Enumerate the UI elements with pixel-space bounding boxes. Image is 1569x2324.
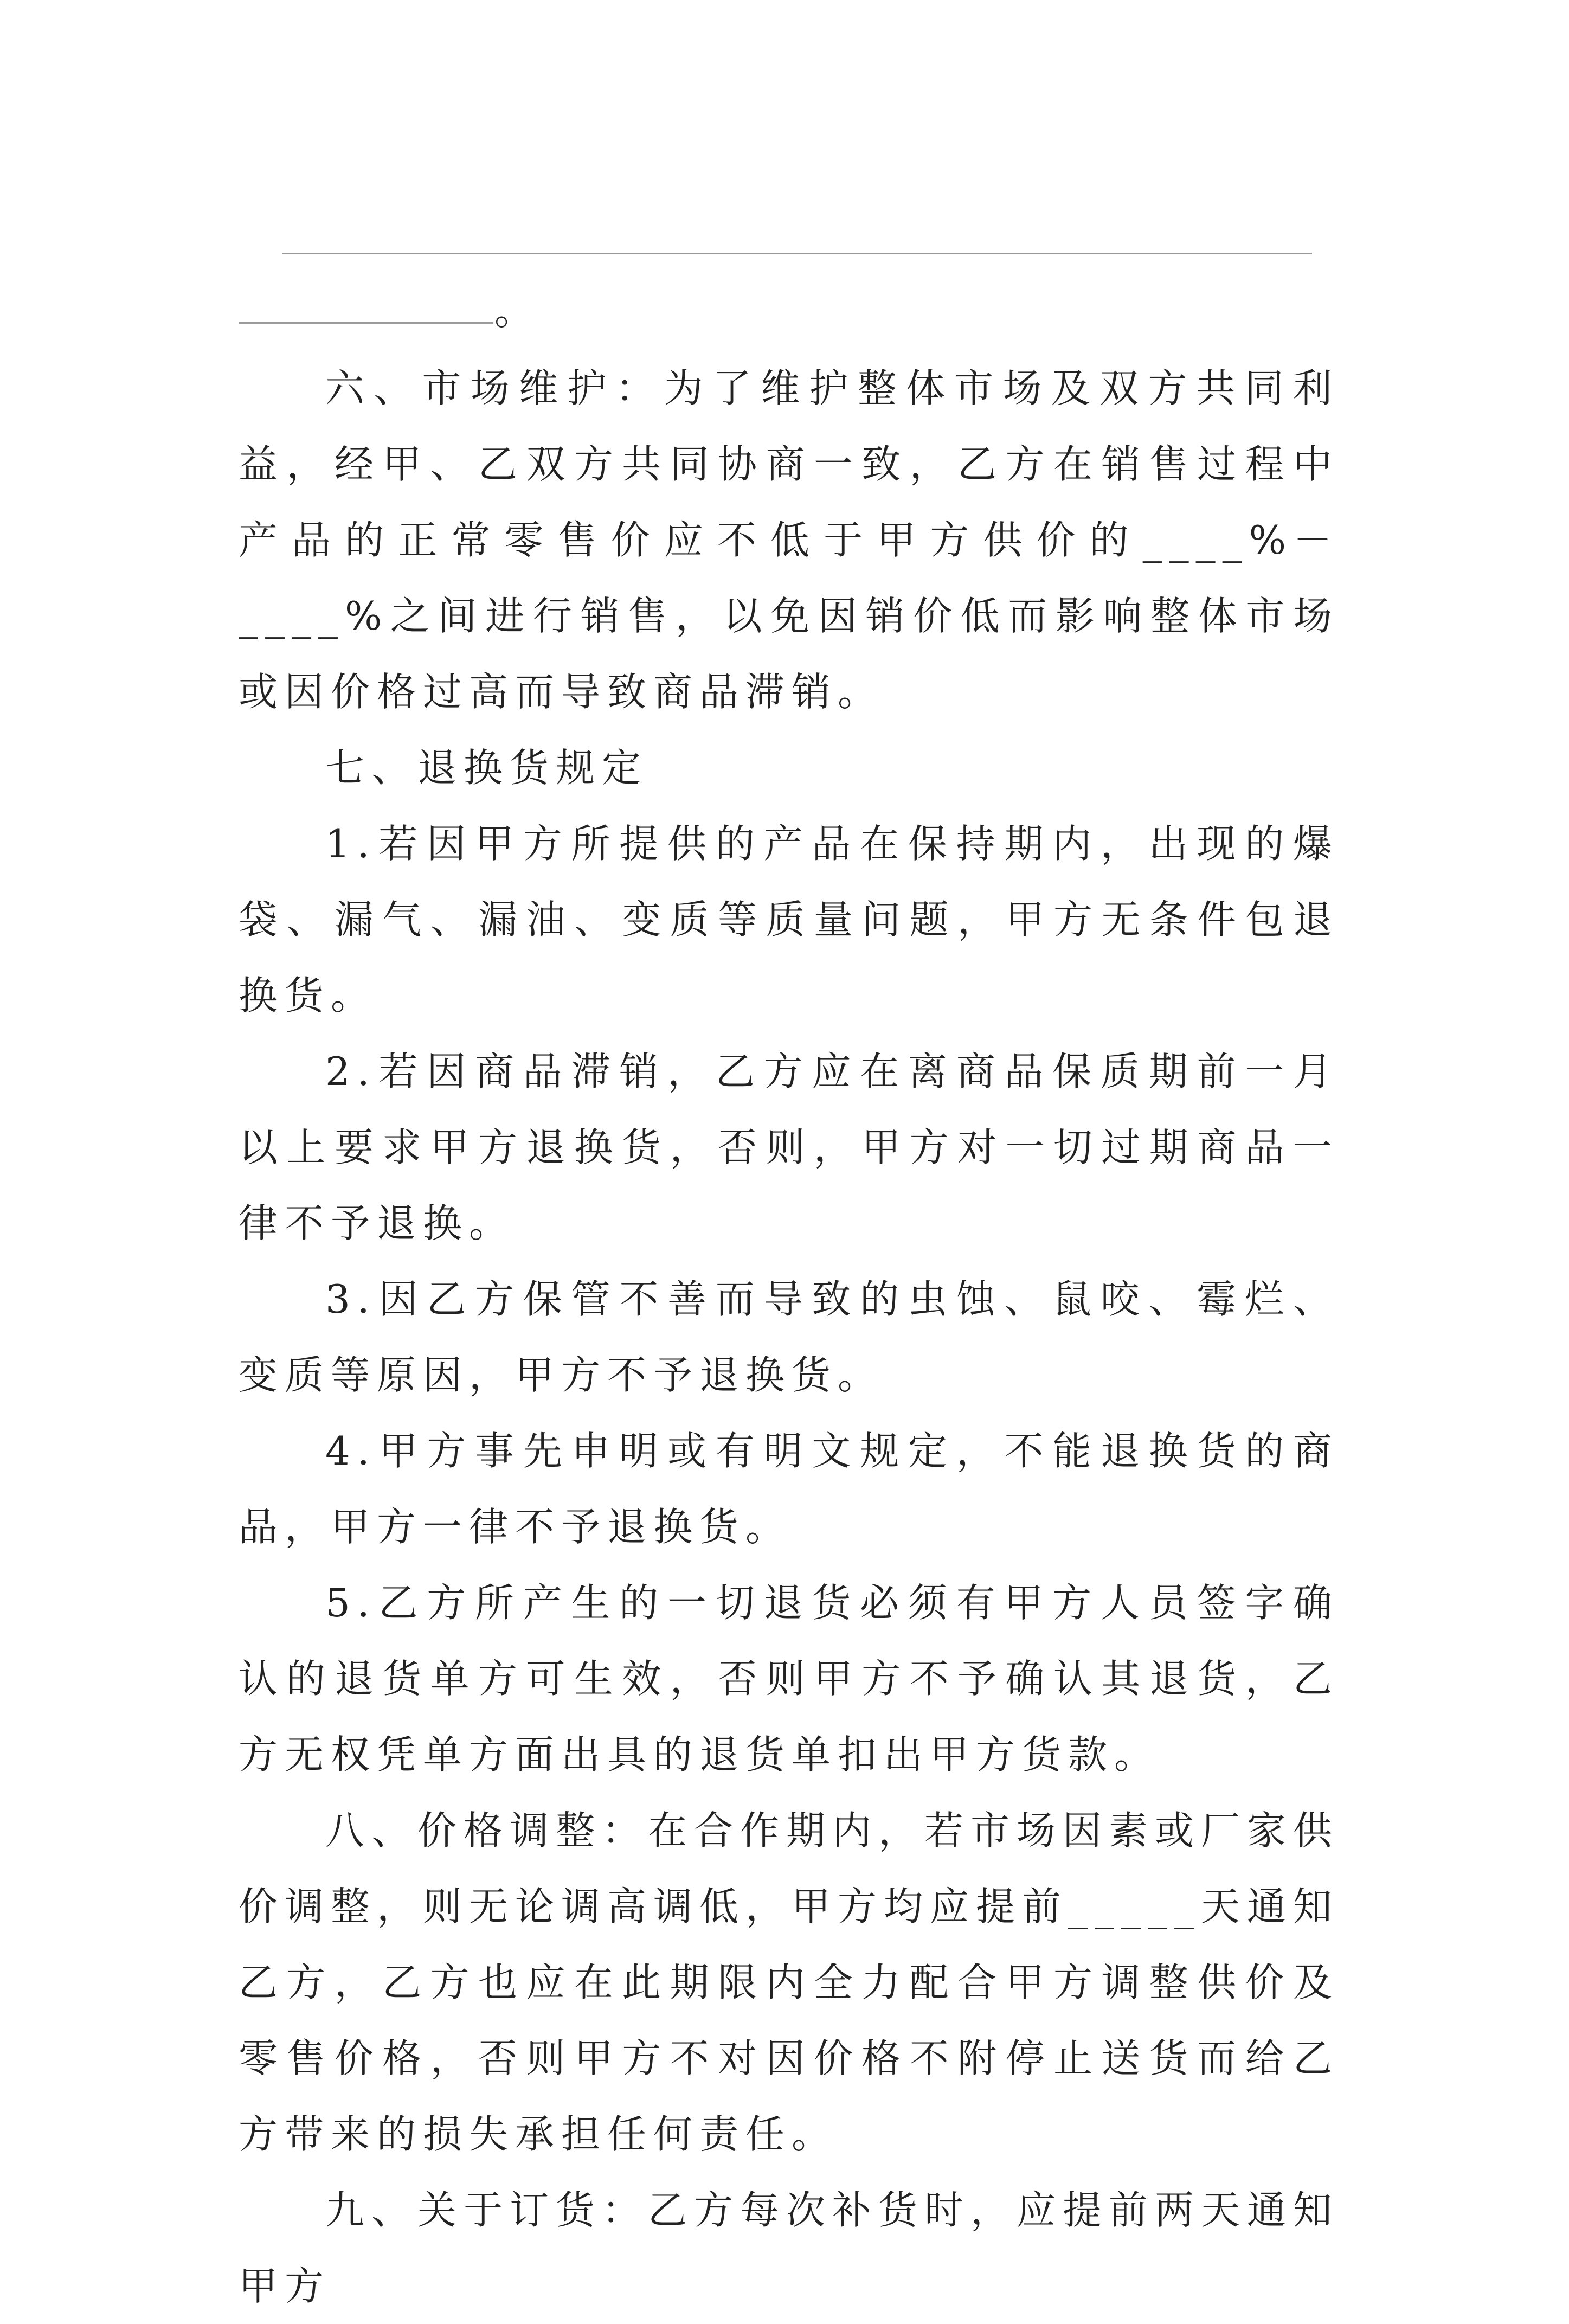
- clause-nine-ordering: 九、关于订货：乙方每次补货时，应提前两天通知甲方: [239, 2187, 1340, 2309]
- document-body: [239, 350, 1339, 2324]
- clause-seven-item-1: 1.若因甲方所提供的产品在保持期内，出现的爆袋、漏气、漏油、变质等质量问题，甲方无条件包退换货。: [239, 821, 1339, 1018]
- clause-seven-item-3: 3.因乙方保管不善而导致的虫蚀、鼠咬、霉烂、变质等原因，甲方不予退换货。: [239, 1276, 1339, 1398]
- clause-seven-item-5: 5.乙方所产生的一切退货必须有甲方人员签字确认的退货单方可生效，否则甲方不予确认其退货，乙方无权凭单方面出具的退货单扣出甲方货款。: [239, 1580, 1339, 1777]
- clause-seven-item-4: 4.甲方事先申明或有明文规定，不能退换货的商品，甲方一律不予退换货。: [239, 1428, 1339, 1550]
- blank-fill-line-end: [239, 322, 493, 324]
- closing-period: 。: [494, 288, 534, 333]
- clause-six-market-maintenance: 六、市场维护：为了维护整体市场及双方共同利益，经甲、乙双方共同协商一致，乙方在销售过程中产品的正常零售价应不低于甲方供价的____%－____%之间进行销售，以免因销价低而影响整体市场或因价格过高而导致商品滞销。: [239, 365, 1339, 715]
- blank-fill-line: [282, 253, 1312, 254]
- clause-seven-heading: 七、退换货规定: [325, 745, 648, 791]
- clause-eight-price-adjustment: 八、价格调整：在合作期内，若市场因素或厂家供价调整，则无论调高调低，甲方均应提前_____天通知乙方，乙方也应在此期限内全力配合甲方调整供价及零售价格，否则甲方不对因价格不附停止送货而给乙方带来的损失承担任何责任。: [239, 1808, 1340, 2157]
- clause-seven-item-2: 2.若因商品滞销，乙方应在离商品保质期前一月以上要求甲方退换货，否则，甲方对一切过期商品一律不予退换。: [239, 1049, 1339, 1246]
